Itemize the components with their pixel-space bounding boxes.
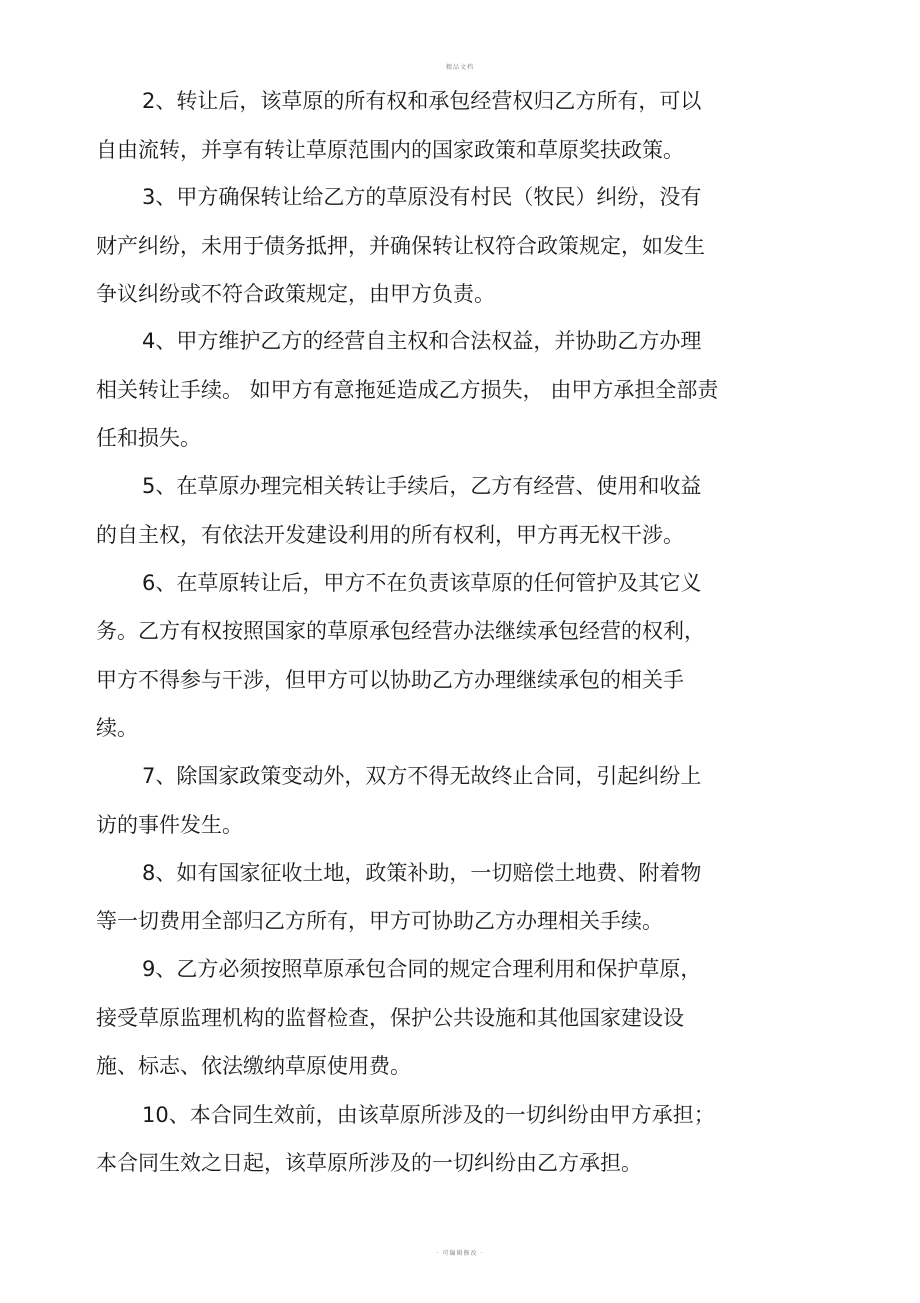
text-line: 争议纠纷或不符合政策规定，由甲方负责。	[96, 282, 495, 306]
text-line: 7、除国家政策变动外，双方不得无故终止合同，引起纠纷上	[142, 764, 702, 788]
text-line: 6、在草原转让后，甲方不在负责该草原的任何管护及其它义	[142, 571, 702, 595]
page-footer-mark: · 可编辑修改 ·	[436, 1250, 484, 1257]
text-line: 任和损失。	[96, 426, 201, 450]
text-line: 相关转让手续。 如甲方有意拖延造成乙方损失， 由甲方承担全部责	[96, 378, 719, 402]
text-line: 访的事件发生。	[96, 813, 243, 837]
text-line: 的自主权，有依法开发建设利用的所有权利，甲方再无权干涉。	[96, 523, 684, 547]
text-line: 本合同生效之日起，该草原所涉及的一切纠纷由乙方承担。	[96, 1151, 642, 1175]
text-line: 10、本合同生效前，由该草原所涉及的一切纠纷由甲方承担；	[142, 1103, 715, 1127]
text-line: 3、甲方确保转让给乙方的草原没有村民（牧民）纠纷，没有	[142, 185, 702, 209]
text-line: 等一切费用全部归乙方所有，甲方可协助乙方办理相关手续。	[96, 909, 663, 933]
text-line: 9、乙方必须按照草原承包合同的规定合理利用和保护草原，	[142, 957, 702, 981]
text-line: 甲方不得参与干涉，但甲方可以协助乙方办理继续承包的相关手	[96, 668, 684, 692]
text-line: 施、标志、依法缴纳草原使用费。	[96, 1054, 411, 1078]
text-line: 2、转让后，该草原的所有权和承包经营权归乙方所有，可以	[142, 89, 702, 113]
text-line: 4、甲方维护乙方的经营自主权和合法权益，并协助乙方办理	[142, 329, 702, 353]
text-line: 财产纠纷，未用于债务抵押，并确保转让权符合政策规定，如发生	[96, 234, 705, 258]
text-line: 接受草原监理机构的监督检查，保护公共设施和其他国家建设设	[96, 1006, 684, 1030]
text-line: 5、在草原办理完相关转让手续后，乙方有经营、使用和收益	[142, 474, 702, 498]
page-header-mark: 精品文档	[445, 64, 474, 71]
text-line: 自由流转，并享有转让草原范围内的国家政策和草原奖扶政策。	[96, 138, 684, 162]
text-line: 8、如有国家征收土地，政策补助，一切赔偿土地费、附着物	[142, 861, 702, 885]
text-line: 续。	[96, 716, 138, 740]
text-line: 务。乙方有权按照国家的草原承包经营办法继续承包经营的权利，	[96, 619, 705, 643]
